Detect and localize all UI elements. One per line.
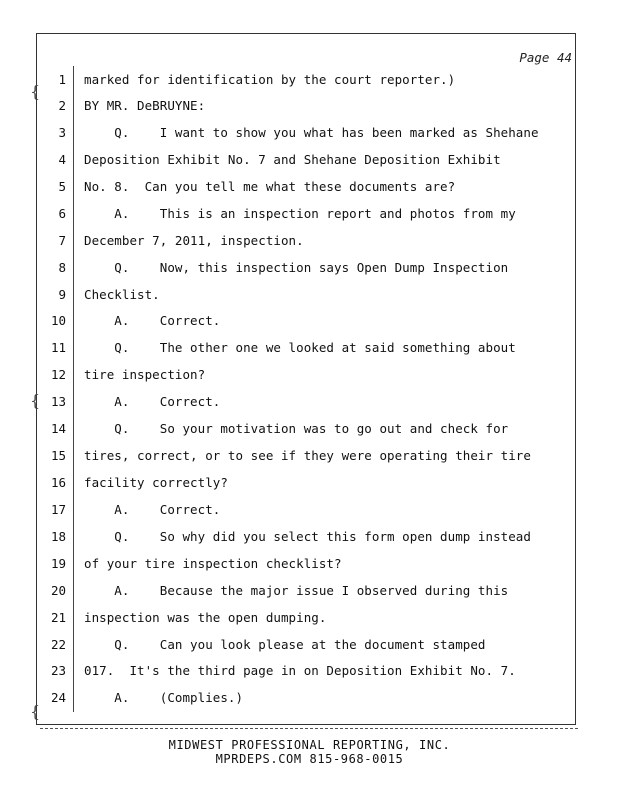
line-number: 20: [50, 583, 66, 598]
line-number: 9: [58, 287, 66, 302]
line-number: 7: [58, 233, 66, 248]
line-text: Q. I want to show you what has been marked as Shehane: [84, 125, 539, 140]
line-number: 5: [58, 179, 66, 194]
line-text: Q. So why did you select this form open dump instead: [84, 529, 531, 544]
transcript-line: [40, 206, 570, 226]
line-text: 017. It's the third page in on Deposition Exhibit No. 7.: [84, 663, 516, 678]
transcript-line: [40, 313, 570, 333]
line-number: 12: [50, 367, 66, 382]
line-text: Q. Can you look please at the document stamped: [84, 637, 486, 652]
line-text: A. Correct.: [84, 502, 221, 517]
transcript-line: [40, 152, 570, 172]
transcript-line: [40, 448, 570, 468]
line-text: Q. The other one we looked at said something about: [84, 340, 516, 355]
margin-bracket-mark: {: [30, 702, 41, 721]
line-text: BY MR. DeBRUYNE:: [84, 98, 206, 113]
line-text: inspection was the open dumping.: [84, 610, 327, 625]
line-number: 4: [58, 152, 66, 167]
transcript-line: [40, 529, 570, 549]
transcript-line: [40, 502, 570, 522]
line-text: No. 8. Can you tell me what these documents are?: [84, 179, 456, 194]
line-number: 22: [50, 637, 66, 652]
transcript-line: [40, 179, 570, 199]
transcript-line: [40, 421, 570, 441]
line-text: A. Because the major issue I observed during this: [84, 583, 509, 598]
transcript-line: [40, 72, 570, 92]
line-number: 18: [50, 529, 66, 544]
transcript-line: [40, 340, 570, 360]
line-number: 13: [50, 394, 66, 409]
line-number: 1: [58, 72, 66, 87]
line-number: 6: [58, 206, 66, 221]
page-number: Page 44: [519, 50, 572, 65]
line-text: A. (Complies.): [84, 690, 244, 705]
line-number: 23: [50, 663, 66, 678]
line-number: 8: [58, 260, 66, 275]
line-number: 17: [50, 502, 66, 517]
line-number: 24: [50, 690, 66, 705]
line-number: 10: [50, 313, 66, 328]
transcript-line: [40, 637, 570, 657]
line-number: 21: [50, 610, 66, 625]
transcript-line: [40, 233, 570, 253]
transcript-line: [40, 663, 570, 683]
transcript-line: [40, 556, 570, 576]
line-number: 14: [50, 421, 66, 436]
margin-bracket-mark: {: [30, 82, 41, 101]
line-text: Deposition Exhibit No. 7 and Shehane Deposition Exhibit: [84, 152, 501, 167]
line-text: marked for identification by the court reporter.): [84, 72, 456, 87]
reporter-contact: MPRDEPS.COM 815-968-0015: [215, 752, 404, 766]
transcript-line: [40, 125, 570, 145]
margin-bracket-mark: {: [30, 391, 41, 410]
reporter-company-name: MIDWEST PROFESSIONAL REPORTING, INC.: [168, 738, 451, 752]
line-number: 16: [50, 475, 66, 490]
transcript-line: [40, 260, 570, 280]
line-text: Checklist.: [84, 287, 160, 302]
transcript-line: [40, 610, 570, 630]
line-text: facility correctly?: [84, 475, 228, 490]
line-text: Q. Now, this inspection says Open Dump Inspection: [84, 260, 509, 275]
line-text: December 7, 2011, inspection.: [84, 233, 304, 248]
line-text: of your tire inspection checklist?: [84, 556, 342, 571]
transcript-line: [40, 287, 570, 307]
transcript-line: [40, 394, 570, 414]
transcript-line: [40, 98, 570, 118]
transcript-line: [40, 690, 570, 710]
transcript-line: [40, 367, 570, 387]
line-text: tire inspection?: [84, 367, 206, 382]
line-number: 2: [58, 98, 66, 113]
line-text: A. Correct.: [84, 313, 221, 328]
line-number: 15: [50, 448, 66, 463]
transcript-line: [40, 583, 570, 603]
line-text: Q. So your motivation was to go out and check for: [84, 421, 509, 436]
transcript-line: [40, 475, 570, 495]
line-text: tires, correct, or to see if they were operating their tire: [84, 448, 531, 463]
line-text: A. This is an inspection report and photos from my: [84, 206, 516, 221]
line-number: 11: [50, 340, 66, 355]
line-number: 3: [58, 125, 66, 140]
line-number: 19: [50, 556, 66, 571]
line-text: A. Correct.: [84, 394, 221, 409]
